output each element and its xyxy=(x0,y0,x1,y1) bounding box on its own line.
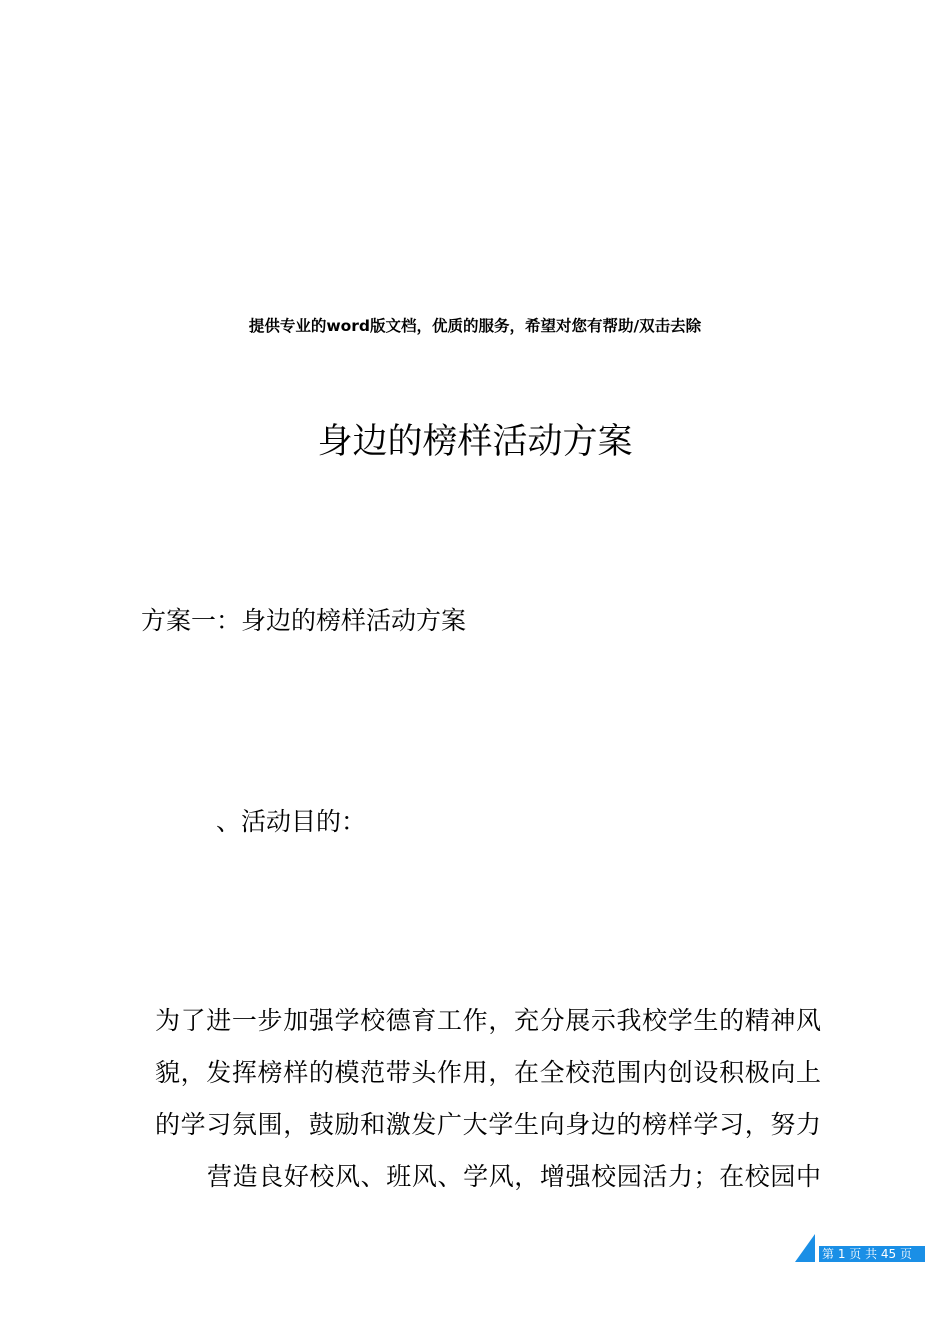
section-heading: 方案一：身边的榜样活动方案 xyxy=(141,606,467,635)
body-line: 的学习氛围，鼓励和激发广大学生向身边的榜样学习，努力 xyxy=(155,1110,821,1139)
page-footer xyxy=(795,1234,925,1262)
body-line: 貌，发挥榜样的模范带头作用，在全校范围内创设积极向上 xyxy=(155,1058,821,1087)
body-line: 为了进一步加强学校德育工作，充分展示我校学生的精神风 xyxy=(155,1006,821,1035)
footer-triangle-decoration xyxy=(795,1234,815,1262)
sub-heading: 、活动目的： xyxy=(216,807,367,836)
document-title: 身边的榜样活动方案 xyxy=(317,422,633,462)
watermark-banner[interactable]: 提供专业的word版文档，优质的服务，希望对您有帮助/双击去除 xyxy=(248,317,702,335)
body-line: 营造良好校风、班风、学风，增强校园活力；在校园中 xyxy=(207,1162,821,1191)
body-paragraph xyxy=(155,995,821,1203)
page-number-label: 第 1 页 共 45 页 xyxy=(819,1246,925,1262)
